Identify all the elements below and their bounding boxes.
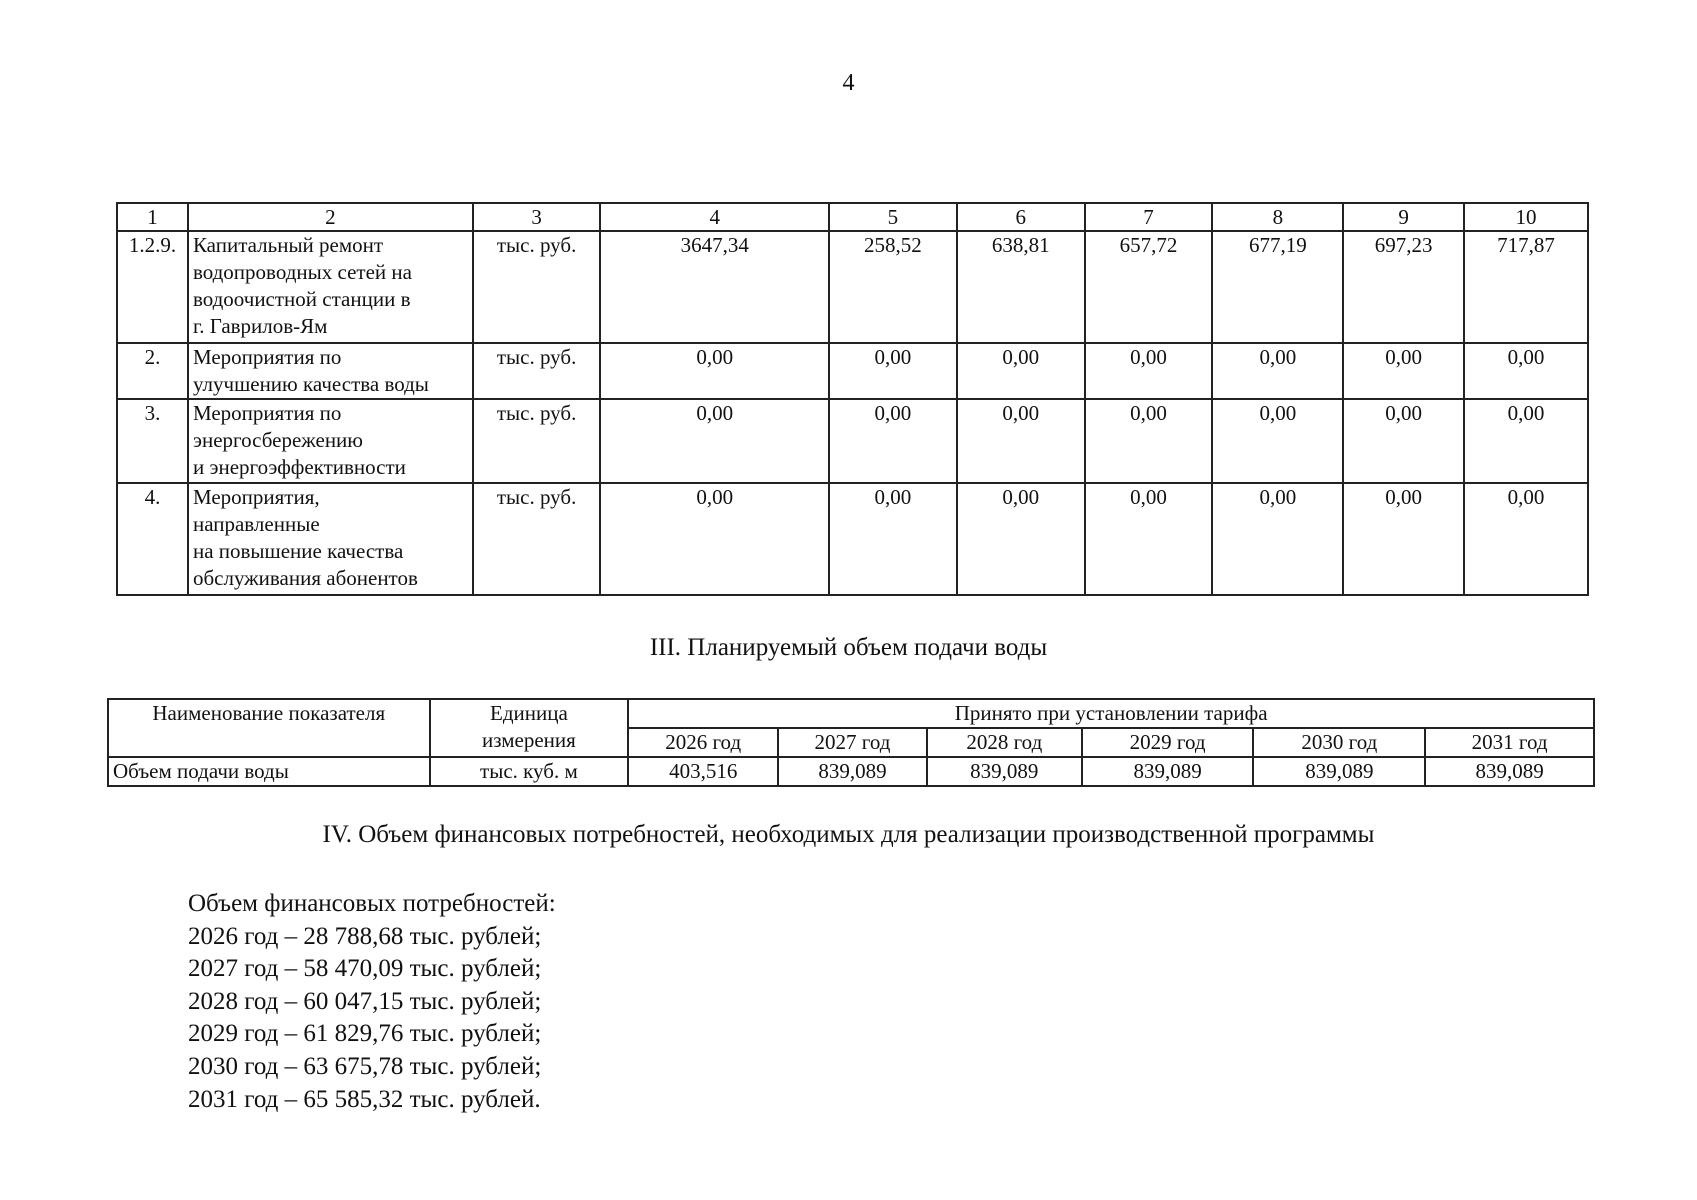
unit-cell: тыс. руб. bbox=[473, 399, 601, 483]
measure-name-line: и энергоэффективности bbox=[192, 455, 406, 479]
value-cell: 0,00 bbox=[1085, 399, 1213, 483]
value-cell: 3647,34 bbox=[600, 231, 829, 343]
value-cell: 0,00 bbox=[1464, 343, 1588, 399]
table-row bbox=[117, 343, 1588, 399]
column-number: 9 bbox=[1343, 203, 1464, 231]
value-cell: 839,089 bbox=[1253, 757, 1425, 786]
value-cell: 0,00 bbox=[1085, 343, 1213, 399]
year-header: 2028 год bbox=[927, 728, 1082, 757]
measure-name bbox=[188, 483, 473, 595]
column-number: 7 bbox=[1085, 203, 1213, 231]
page-number: 4 bbox=[842, 70, 855, 96]
year-header: 2026 год bbox=[628, 728, 778, 757]
value-cell: 0,00 bbox=[829, 399, 957, 483]
column-number-row bbox=[117, 203, 1588, 231]
unit-cell: тыс. руб. bbox=[473, 343, 601, 399]
value-cell: 717,87 bbox=[1464, 231, 1588, 343]
row-number: 4. bbox=[117, 483, 188, 595]
measure-name bbox=[188, 343, 473, 399]
financial-needs-list bbox=[188, 888, 556, 1116]
value-cell: 0,00 bbox=[1085, 483, 1213, 595]
measure-name-line: Капитальный ремонт bbox=[192, 233, 384, 257]
column-number: 6 bbox=[957, 203, 1085, 231]
value-cell: 0,00 bbox=[829, 343, 957, 399]
table-row bbox=[108, 757, 1594, 786]
financial-year-line: 2026 год – 28 788,68 тыс. рублей; bbox=[188, 922, 542, 950]
value-cell: 839,089 bbox=[1425, 757, 1594, 786]
unit-cell: тыс. куб. м bbox=[430, 757, 629, 786]
value-cell: 0,00 bbox=[957, 343, 1085, 399]
measure-name-line: водопроводных сетей на bbox=[192, 260, 412, 284]
financial-year-line: 2030 год – 63 675,78 тыс. рублей; bbox=[188, 1052, 542, 1080]
measure-name-line: на повышение качества bbox=[192, 539, 404, 563]
column-number: 10 bbox=[1464, 203, 1588, 231]
financial-year-line: 2028 год – 60 047,15 тыс. рублей; bbox=[188, 987, 542, 1015]
unit-cell: тыс. руб. bbox=[473, 483, 601, 595]
column-number: 2 bbox=[188, 203, 473, 231]
row-number: 1.2.9. bbox=[117, 231, 188, 343]
unit-header-line: измерения bbox=[482, 728, 576, 752]
value-cell: 0,00 bbox=[1464, 399, 1588, 483]
value-cell: 0,00 bbox=[1212, 399, 1343, 483]
measure-name-line: Мероприятия по bbox=[192, 401, 342, 425]
table-header-row bbox=[108, 699, 1594, 728]
tariff-group-header: Принято при установлении тарифа bbox=[628, 699, 1594, 728]
column-number: 3 bbox=[473, 203, 601, 231]
value-cell: 839,089 bbox=[1082, 757, 1254, 786]
value-cell: 0,00 bbox=[1343, 399, 1464, 483]
value-cell: 0,00 bbox=[957, 399, 1085, 483]
value-cell: 0,00 bbox=[1343, 343, 1464, 399]
table-row bbox=[117, 483, 1588, 595]
value-cell: 0,00 bbox=[829, 483, 957, 595]
indicator-name: Объем подачи воды bbox=[108, 757, 430, 786]
measure-name-line: энергосбережению bbox=[192, 428, 363, 452]
unit-header-line: Единица bbox=[490, 701, 568, 725]
measures-table bbox=[116, 202, 1589, 596]
value-cell: 0,00 bbox=[957, 483, 1085, 595]
measure-name bbox=[188, 231, 473, 343]
column-number: 8 bbox=[1212, 203, 1343, 231]
value-cell: 839,089 bbox=[778, 757, 927, 786]
water-supply-table bbox=[107, 698, 1595, 787]
financial-year-line: 2031 год – 65 585,32 тыс. рублей. bbox=[188, 1085, 541, 1113]
indicator-name-header: Наименование показателя bbox=[108, 699, 430, 757]
value-cell: 0,00 bbox=[600, 343, 829, 399]
year-header: 2027 год bbox=[778, 728, 927, 757]
table-row bbox=[117, 399, 1588, 483]
value-cell: 0,00 bbox=[1343, 483, 1464, 595]
unit-header bbox=[430, 699, 629, 757]
row-number: 2. bbox=[117, 343, 188, 399]
year-header: 2030 год bbox=[1253, 728, 1425, 757]
measure-name-line: направленные bbox=[192, 512, 320, 536]
measure-name bbox=[188, 399, 473, 483]
measure-name-line: г. Гаврилов-Ям bbox=[192, 314, 328, 338]
value-cell: 839,089 bbox=[927, 757, 1082, 786]
section-4-title: IV. Объем финансовых потребностей, необходимых для реализации производственной программы bbox=[322, 821, 1375, 848]
year-header: 2029 год bbox=[1082, 728, 1254, 757]
value-cell: 0,00 bbox=[1212, 343, 1343, 399]
value-cell: 258,52 bbox=[829, 231, 957, 343]
column-number: 1 bbox=[117, 203, 188, 231]
measure-name-line: улучшению качества воды bbox=[192, 372, 429, 396]
financial-year-line: 2029 год – 61 829,76 тыс. рублей; bbox=[188, 1020, 542, 1048]
value-cell: 677,19 bbox=[1212, 231, 1343, 343]
table-row bbox=[117, 231, 1588, 343]
measure-name-line: водоочистной станции в bbox=[192, 287, 411, 311]
measure-name-line: Мероприятия, bbox=[192, 485, 320, 509]
column-number: 5 bbox=[829, 203, 957, 231]
value-cell: 0,00 bbox=[600, 483, 829, 595]
measure-name-line: обслуживания абонентов bbox=[192, 566, 418, 590]
section-3-title: III. Планируемый объем подачи воды bbox=[649, 634, 1048, 661]
value-cell: 0,00 bbox=[1212, 483, 1343, 595]
financial-year-line: 2027 год – 58 470,09 тыс. рублей; bbox=[188, 955, 542, 983]
value-cell: 638,81 bbox=[957, 231, 1085, 343]
measure-name-line: Мероприятия по bbox=[192, 345, 342, 369]
financial-needs-heading: Объем финансовых потребностей: bbox=[188, 890, 556, 917]
column-number: 4 bbox=[600, 203, 829, 231]
value-cell: 403,516 bbox=[628, 757, 778, 786]
value-cell: 0,00 bbox=[600, 399, 829, 483]
row-number: 3. bbox=[117, 399, 188, 483]
value-cell: 0,00 bbox=[1464, 483, 1588, 595]
value-cell: 657,72 bbox=[1085, 231, 1213, 343]
value-cell: 697,23 bbox=[1343, 231, 1464, 343]
unit-cell: тыс. руб. bbox=[473, 231, 601, 343]
year-header: 2031 год bbox=[1425, 728, 1594, 757]
